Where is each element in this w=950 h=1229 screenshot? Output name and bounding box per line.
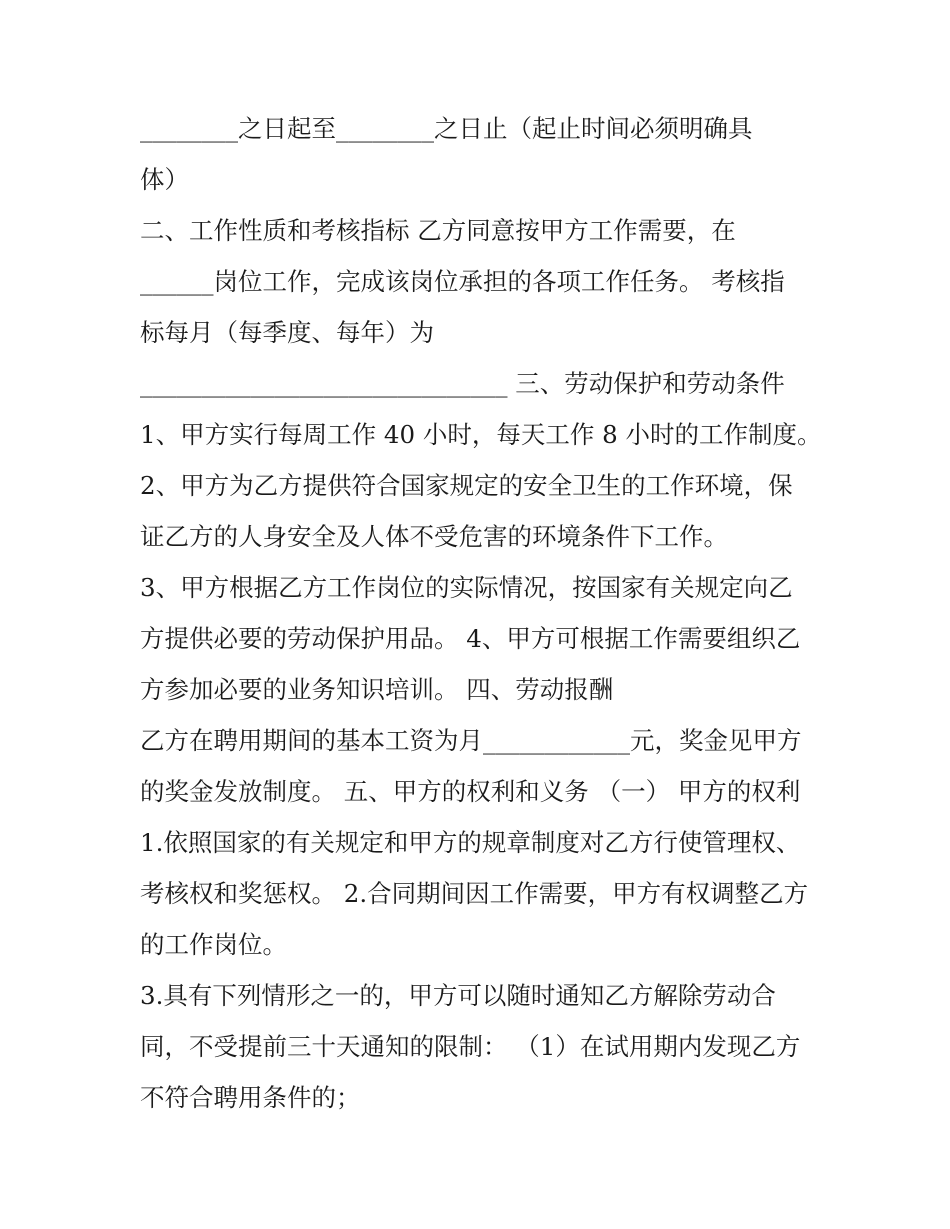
text-line: 标每月（每季度、每年）为 [140, 318, 434, 347]
text-line: 同，不受提前三十天通知的限制： （1）在试用期内发现乙方 [140, 1032, 801, 1061]
text-line: 证乙方的人身安全及人体不受危害的环境条件下工作。 [140, 522, 728, 551]
text-line: 2、甲方为乙方提供符合国家规定的安全卫生的工作环境，保 [140, 471, 793, 500]
text-line: 3.具有下列情形之一的，甲方可以随时通知乙方解除劳动合 [140, 981, 776, 1010]
text-line: 3、甲方根据乙方工作岗位的实际情况，按国家有关规定向乙 [140, 573, 793, 602]
text-line: ________之日起至________之日止（起止时间必须明确具 [140, 114, 753, 143]
text-line: ______________________________ 三、劳动保护和劳动条件 [140, 369, 785, 398]
text-line: 二、工作性质和考核指标 乙方同意按甲方工作需要，在 [140, 216, 736, 245]
text-line: 的工作岗位。 [140, 930, 287, 959]
text-line: 1、甲方实行每周工作 40 小时，每天工作 8 小时的工作制度。 [140, 420, 822, 449]
text-line: 体） [140, 165, 189, 194]
text-line: ______岗位工作，完成该岗位承担的各项工作任务。 考核指 [140, 267, 785, 296]
text-line: 不符合聘用条件的； [140, 1083, 361, 1112]
text-line: 的奖金发放制度。 五、甲方的权利和义务 （一） 甲方的权利 [140, 777, 801, 806]
text-line: 考核权和奖惩权。 2.合同期间因工作需要，甲方有权调整乙方 [140, 879, 809, 908]
text-line: 乙方在聘用期间的基本工资为月____________元，奖金见甲方 [140, 726, 802, 755]
text-line: 1.依照国家的有关规定和甲方的规章制度对乙方行使管理权、 [140, 828, 801, 857]
text-line: 方提供必要的劳动保护用品。 4、甲方可根据工作需要组织乙 [140, 624, 801, 653]
text-line: 方参加必要的业务知识培训。 四、劳动报酬 [140, 675, 614, 704]
